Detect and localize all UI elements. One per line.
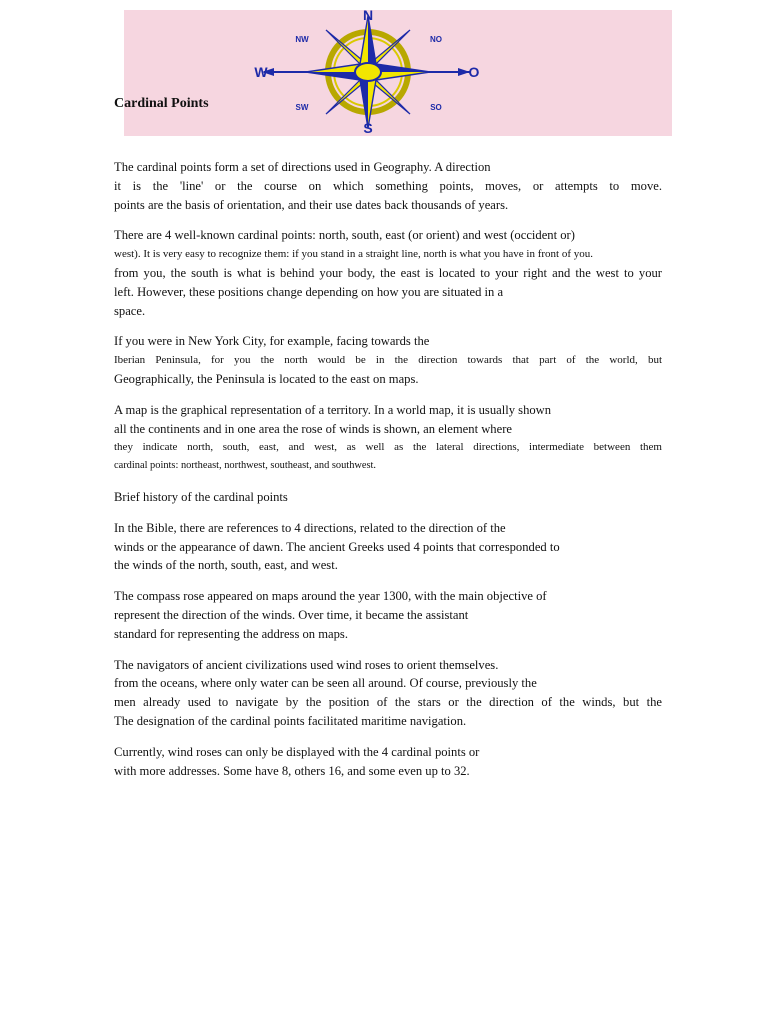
text-line: Geographically, the Peninsula is located to the east on maps.: [114, 371, 419, 386]
text-line: The cardinal points form a set of directions used in Geography. A direction: [114, 160, 491, 174]
text-line: Iberian Peninsula, for you the north would be in the direction towards that part of the world, but: [114, 354, 662, 367]
text-line: The compass rose appeared on maps around the year 1300, with the main objective of: [114, 589, 547, 604]
document-body: [114, 158, 662, 792]
text-line: left. However, these positions change depending on how you are situated in a: [114, 284, 504, 299]
text-line: the winds of the north, south, east, and west.: [114, 558, 338, 573]
text-line: space.: [114, 303, 146, 318]
paragraph: [114, 656, 662, 731]
compass-label-so: SO: [430, 103, 442, 112]
text-line: points are the basis of orientation, and their use dates back thousands of years.: [114, 197, 509, 212]
compass-rose-icon: [244, 8, 488, 136]
compass-label-nw: NW: [295, 35, 309, 44]
text-line: There are 4 well-known cardinal points: north, south, east (or orient) and west (occident or): [114, 228, 575, 243]
text-line: In the Bible, there are references to 4 directions, related to the direction of the: [114, 520, 506, 535]
text-line: with more addresses. Some have 8, others 16, and some even up to 32.: [114, 763, 470, 778]
page-title: Cardinal Points: [114, 96, 209, 111]
text-line: all the continents and in one area the rose of winds is shown, an element where: [114, 421, 512, 436]
text-line: it is the 'line' or the course on which something points, moves, or attempts to move.: [114, 178, 662, 193]
paragraph: [114, 401, 662, 476]
paragraph: [114, 226, 662, 320]
compass-label-sw: SW: [295, 103, 309, 112]
text-line: winds or the appearance of dawn. The ancient Greeks used 4 points that corresponded to: [114, 539, 560, 554]
paragraph: [114, 743, 662, 781]
paragraph: [114, 519, 662, 575]
text-line: If you were in New York City, for example, facing towards the: [114, 334, 430, 349]
text-line: men already used to navigate by the position of the stars or the direction of the winds, but the: [114, 695, 662, 710]
compass-center: [355, 63, 381, 81]
text-line: from you, the south is what is behind your body, the east is located to your right and the west to your: [114, 265, 662, 280]
paragraph: [114, 158, 662, 214]
compass-label-o: O: [468, 64, 480, 80]
text-line: The navigators of ancient civilizations used wind roses to orient themselves.: [114, 657, 499, 672]
compass-label-n: N: [362, 8, 374, 23]
paragraph: [114, 587, 662, 643]
text-line: cardinal points: northeast, northwest, southeast, and southwest.: [114, 460, 377, 472]
text-line: Currently, wind roses can only be displayed with the 4 cardinal points or: [114, 744, 480, 759]
text-line: standard for representing the address on maps.: [114, 626, 348, 641]
text-line: The designation of the cardinal points facilitated maritime navigation.: [114, 713, 467, 728]
section-heading: [114, 488, 662, 507]
text-line: Brief history of the cardinal points: [114, 489, 288, 504]
compass-label-no: NO: [430, 35, 442, 44]
compass-label-s: S: [363, 120, 373, 136]
text-line: from the oceans, where only water can be seen all around. Of course, previously the: [114, 676, 537, 691]
text-line: represent the direction of the winds. Over time, it became the assistant: [114, 607, 469, 622]
text-line: they indicate north, south, east, and west, as well as the lateral directions, intermediate between them: [114, 441, 662, 454]
text-line: A map is the graphical representation of a territory. In a world map, it is usually shown: [114, 402, 552, 417]
text-line: west). It is very easy to recognize them: if you stand in a straight line, north is what you have in front of you.: [114, 248, 593, 261]
paragraph: [114, 332, 662, 388]
compass-label-w: W: [254, 64, 268, 80]
